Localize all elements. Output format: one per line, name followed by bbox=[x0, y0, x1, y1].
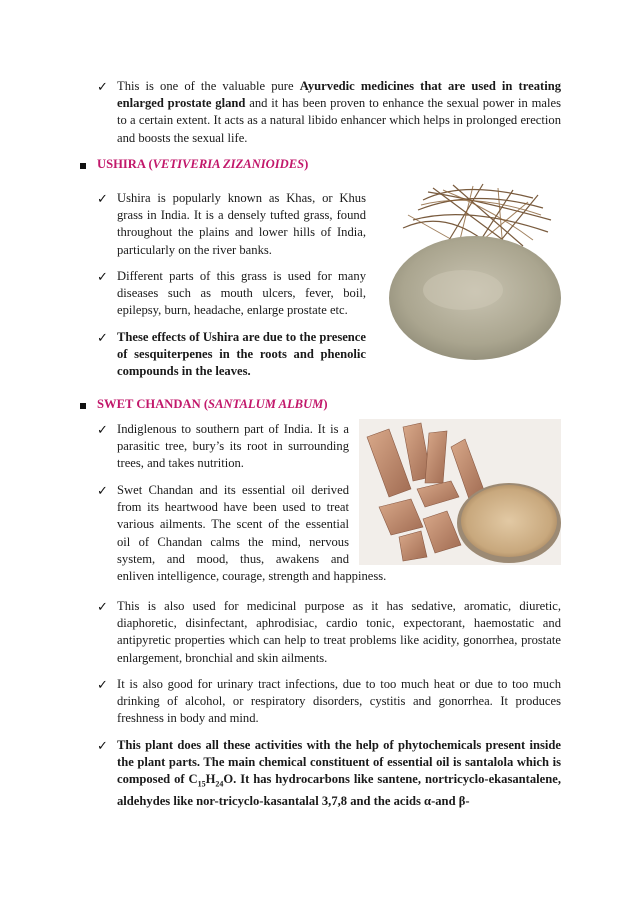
chandan-paragraph-2-tail: enliven intelligence, courage, strength and happiness. bbox=[117, 569, 387, 584]
sandalwood-sticks-powder-image bbox=[359, 419, 561, 565]
check-mark-icon: ✓ bbox=[97, 677, 108, 692]
check-mark-icon: ✓ bbox=[97, 599, 108, 614]
section-heading-swet-chandan: SWET CHANDAN (SANTALUM ALBUM) bbox=[97, 397, 328, 411]
check-mark-icon: ✓ bbox=[97, 79, 108, 94]
chandan-paragraph-3: This is also used for medicinal purpose as it has sedative, aromatic, diuretic, diaphoretic, disinfectant, aphrodisiac, cardio tonic, expectorant, haemostatic and antipyretic properties which can help to treat problems like acidity, gonorrhea, prostate enlargement, bronchial and skin ailments. bbox=[117, 599, 561, 665]
check-mark-icon: ✓ bbox=[97, 738, 108, 753]
chandan-paragraph-4: It is also good for urinary tract infections, due to too much heat or due to too much drinking of alcohol, or respiratory disorders, cystitis and gonorrhea. It produces freshness in body and mind. bbox=[117, 677, 561, 726]
check-mark-icon: ✓ bbox=[97, 422, 108, 437]
chandan-paragraph-2-text bbox=[117, 482, 387, 584]
ushira-root-powder-image bbox=[383, 180, 561, 364]
check-mark-icon: ✓ bbox=[97, 269, 108, 284]
section-bullet-icon bbox=[80, 163, 86, 169]
check-mark-icon: ✓ bbox=[97, 191, 108, 206]
section-heading-ushira: USHIRA (VETIVERIA ZIZANIOIDES) bbox=[97, 157, 309, 171]
intro-paragraph bbox=[117, 78, 561, 147]
ushira-paragraph-3: These effects of Ushira are due to the presence of sesquiterpenes in the roots and phenolic compounds in the leaves. bbox=[117, 330, 366, 379]
check-mark-icon: ✓ bbox=[97, 483, 108, 498]
check-mark-icon: ✓ bbox=[97, 330, 108, 345]
chandan-paragraph-5: This plant does all these activities with the help of phytochemicals present inside the plant parts. The main chemical constituent of essential oil is santalola which is composed of $C_{15}H_{24}O$. It has hydrocarbons like santene, nortricyclo-ekasantalene, aldehydes like nor-tricyclo-kasantalal 3,7,8 and the acids α-and β- bbox=[117, 738, 561, 809]
intro-text-bold: Ayurvedic medicines that are used in treating enlarged prostate gland bbox=[117, 79, 561, 111]
chandan-paragraph-2-body: Swet Chandan and its essential oil derived from its heartwood have been used to treat various ailments. The scent of the essential oil of Chandan calms the mind, nervous system, and mood, thus, awakens and bbox=[117, 483, 349, 566]
ushira-paragraph-2: Different parts of this grass is used for many diseases such as mouth ulcers, fever, boil, epilepsy, burn, headache, enlarge prostate etc. bbox=[117, 269, 366, 318]
chandan-paragraph-1: Indiglenous to southern part of India. It is a parasitic tree, bury’s its root in surrounding trees, and takes nutrition. bbox=[117, 422, 349, 471]
ushira-paragraph-1: Ushira is popularly known as Khas, or Khus grass in India. It is a densely tufted grass, found throughout the plains and lower hills of India, particularly on the river banks. bbox=[117, 191, 366, 257]
intro-text-pre: This is one of the valuable pure bbox=[117, 79, 300, 93]
section-bullet-icon bbox=[80, 403, 86, 409]
intro-text-post: and it has been proven to enhance the sexual power in males to a certain extent. It acts as a natural libido enhancer which helps in prolonged erection and boosts the sexual life. bbox=[117, 96, 561, 145]
